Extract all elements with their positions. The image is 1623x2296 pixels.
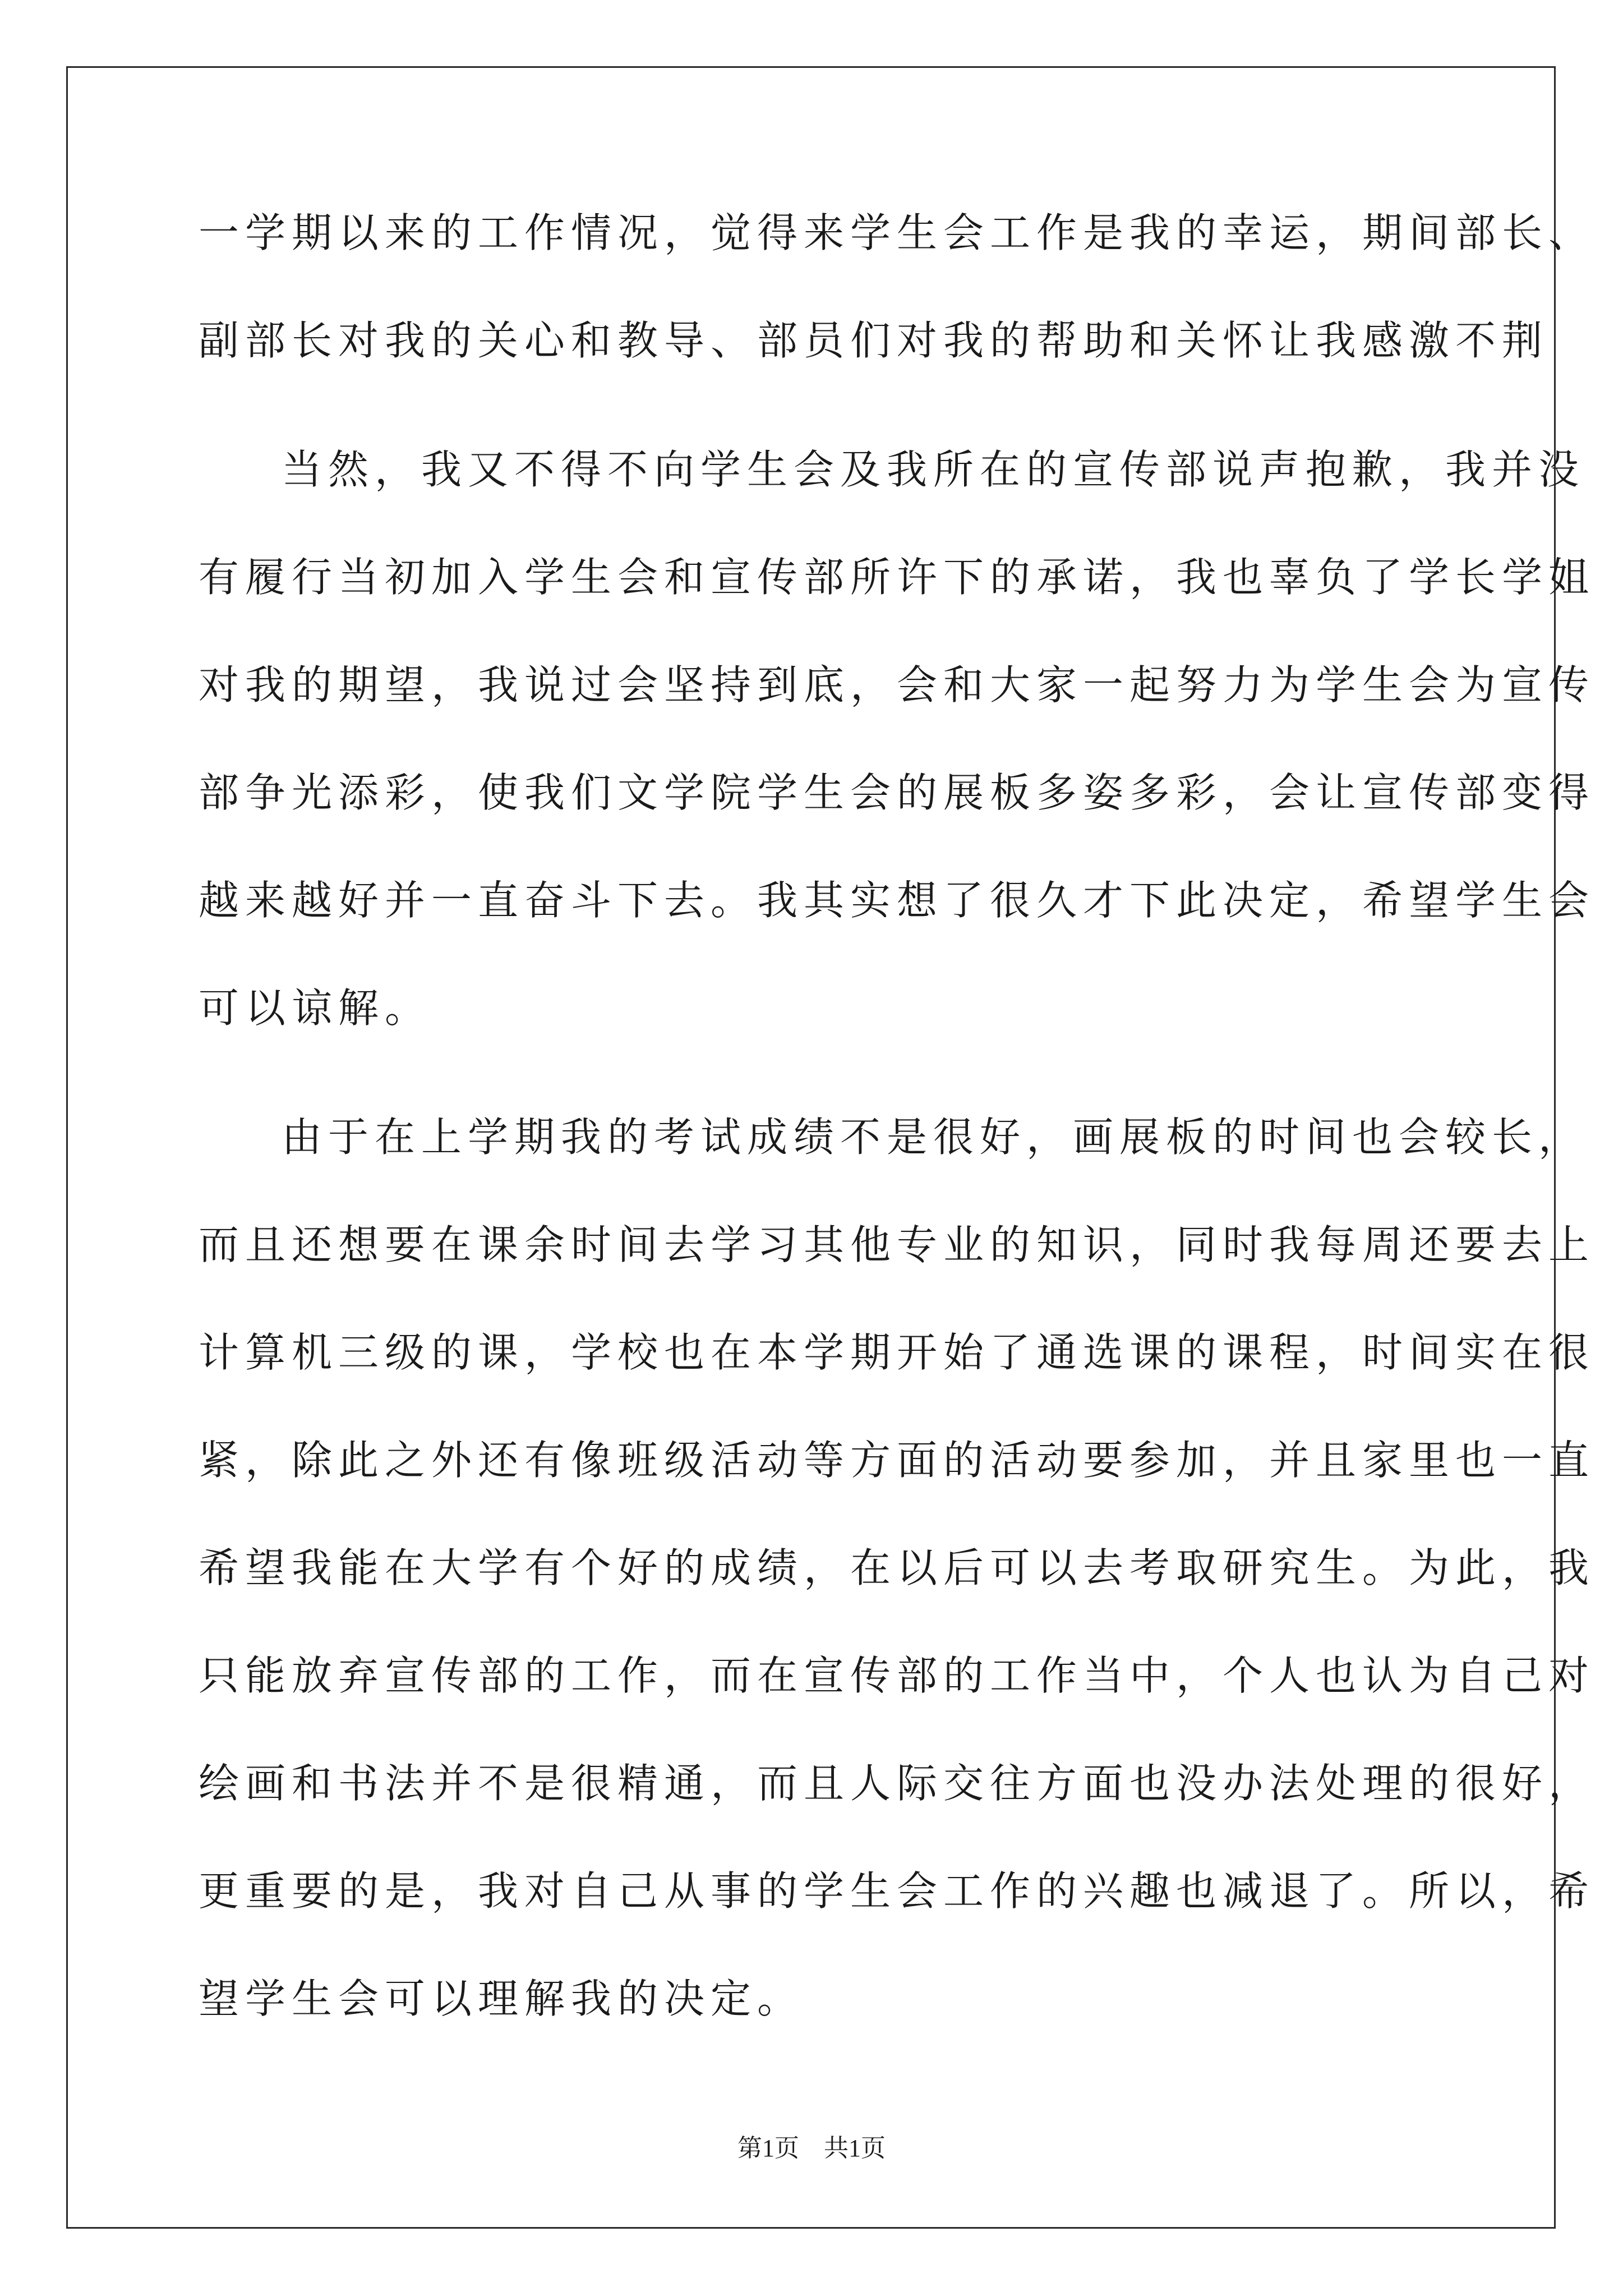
paragraph-first-line: 当然，我又不得不向学生会及我所在的宣传部说声抱歉，我并没 — [282, 446, 1585, 493]
text-line: 只能放弃宣传部的工作，而在宣传部的工作当中，个人也认为自己对 — [199, 1652, 1596, 1699]
text-line: 希望我能在大学有个好的成绩，在以后可以去考取研究生。为此，我 — [199, 1544, 1596, 1591]
text-line: 望学生会可以理解我的决定。 — [199, 1975, 804, 2022]
text-line: 更重要的是，我对自己从事的学生会工作的兴趣也减退了。所以，希 — [199, 1867, 1596, 1915]
text-line: 有履行当初加入学生会和宣传部所许下的承诺，我也辜负了学长学姐 — [199, 554, 1596, 601]
text-line: 计算机三级的课，学校也在本学期开始了通选课的课程，时间实在很 — [199, 1329, 1596, 1376]
text-line: 绘画和书法并不是很精通，而且人际交往方面也没办法处理的很好， — [199, 1760, 1596, 1807]
text-line: 而且还想要在课余时间去学习其他专业的知识，同时我每周还要去上 — [199, 1221, 1596, 1268]
text-line: 越来越好并一直奋斗下去。我其实想了很久才下此决定，希望学生会 — [199, 877, 1596, 924]
text-line: 部争光添彩，使我们文学院学生会的展板多姿多彩，会让宣传部变得 — [199, 769, 1596, 816]
page-number-footer: 第1页 共1页 — [737, 2134, 886, 2162]
paragraph-first-line: 由于在上学期我的考试成绩不是很好，画展板的时间也会较长， — [282, 1114, 1585, 1161]
text-line: 一学期以来的工作情况，觉得来学生会工作是我的幸运，期间部长、 — [199, 209, 1596, 256]
text-line: 副部长对我的关心和教导、部员们对我的帮助和关怀让我感激不荆 — [199, 317, 1549, 364]
text-line: 对我的期望，我说过会坚持到底，会和大家一起努力为学生会为宣传 — [199, 661, 1596, 708]
text-line: 紧，除此之外还有像班级活动等方面的活动要参加，并且家里也一直 — [199, 1437, 1596, 1484]
text-line: 可以谅解。 — [199, 984, 432, 1032]
